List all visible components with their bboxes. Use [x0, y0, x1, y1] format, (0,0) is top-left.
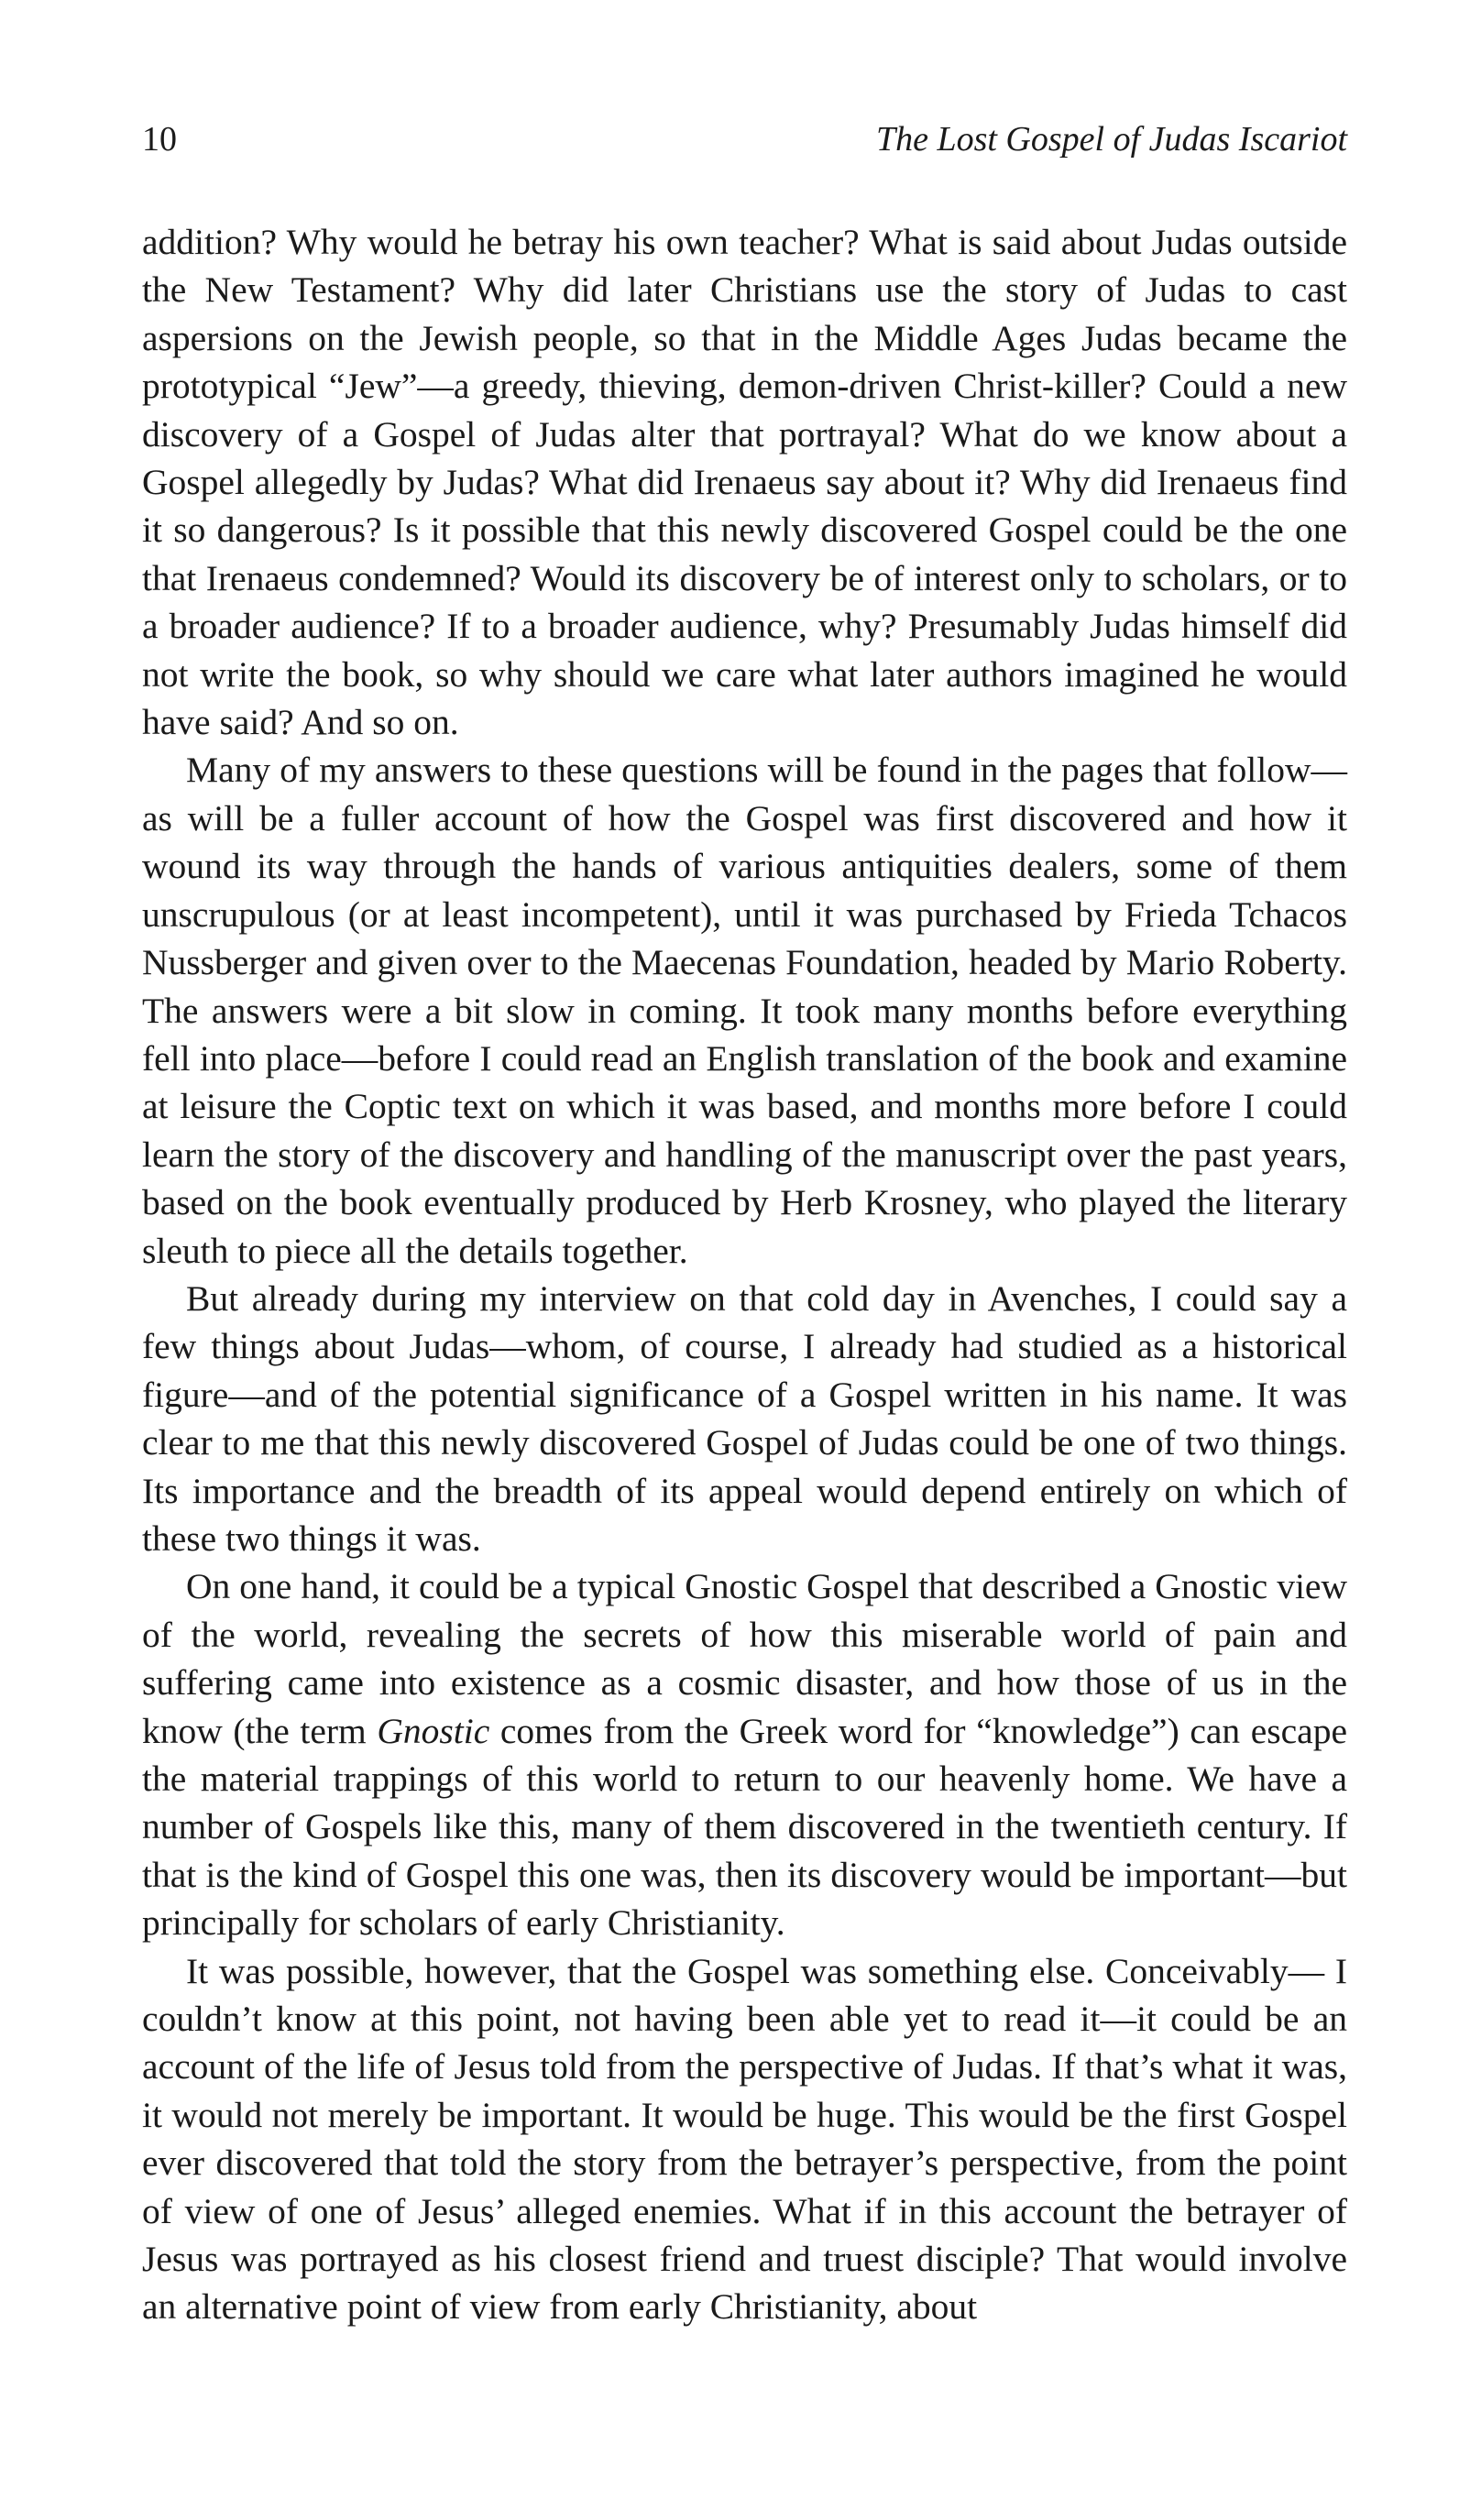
running-head: [142, 119, 1347, 159]
book-title: The Lost Gospel of Judas Iscariot: [875, 120, 1347, 159]
paragraph-gnostic-gospel: [142, 1562, 1347, 1946]
paragraph-gnostic-text-after: comes from the Greek word for “knowledge”) can escape the material trappings of this world to return to our heavenly home. We have a number of Gospels like this, many of them discovered in the twentieth century. If that is the kind of Gospel this one was, then its discovery would be important—but principally for scholars of early Christianity.: [142, 1710, 1347, 1944]
book-page: [142, 119, 1347, 2331]
paragraph-continued: addition? Why would he betray his own teacher? What is said about Judas outside the New Testament? Why did later Christians use the story of Judas to cast aspersions on the Jewish people, so that in the Middle Ages Judas became the prototypical “Jew”—a greedy, thieving, demon-driven Christ-killer? Could a new discovery of a Gospel of Judas alter that portrayal? What do we know about a Gospel allegedly by Judas? What did Irenaeus say about it? Why did Irenaeus find it so dangerous? Is it possible that this newly discovered Gospel could be the one that Irenaeus condemned? Would its discovery be of interest only to scholars, or to a broader audience? If to a broader audience, why? Presumably Judas himself did not write the book, so why should we care what later authors imagined he would have said? And so on.: [142, 222, 1347, 743]
body-text: [142, 218, 1347, 2331]
gnostic-term: Gnostic: [377, 1710, 490, 1751]
paragraph-alternative-gospel: It was possible, however, that the Gospel was something else. Conceivably— I couldn’t know at this point, not having been able yet to read it—it could be an account of the life of Jesus told from the perspective of Judas. If that’s what it was, it would not merely be important. It would be huge. This would be the first Gospel ever discovered that told the story from the betrayer’s perspective, from the point of view of one of Jesus’ alleged enemies. What if in this account the betrayer of Jesus was portrayed as his closest friend and truest disciple? That would involve an alternative point of view from early Christianity, about: [142, 1950, 1347, 2328]
page-number: 10: [142, 120, 177, 159]
paragraph-avenches-interview: But already during my interview on that cold day in Avenches, I could say a few things about Judas—whom, of course, I already had studied as a historical figure—and of the potential significance of a Gospel written in his name. It was clear to me that this newly discovered Gospel of Judas could be one of two things. Its importance and the breadth of its appeal would depend entirely on which of these two things it was.: [142, 1277, 1347, 1559]
paragraph-answers: Many of my answers to these questions will be found in the pages that follow—as will be a fuller account of how the Gospel was first discovered and how it wound its way through the hands of various antiquities dealers, some of them unscrupulous (or at least incompetent), until it was purchased by Frieda Tchacos Nussberger and given over to the Maecenas Foundation, headed by Mario Roberty. The answers were a bit slow in coming. It took many months before everything fell into place—before I could read an English translation of the book and examine at leisure the Coptic text on which it was based, and months more before I could learn the story of the discovery and handling of the manuscript over the past years, based on the book eventually produced by Herb Krosney, who played the literary sleuth to piece all the details together.: [142, 750, 1347, 1271]
paragraph-gnostic-text-before: On one hand, it could be a typical Gnostic Gospel that described a Gnostic view of the world, revealing the secrets of how this miserable world of pain and suffering came into existence as a cosmic disaster, and how those of us in the know (the term: [142, 1566, 1347, 1751]
